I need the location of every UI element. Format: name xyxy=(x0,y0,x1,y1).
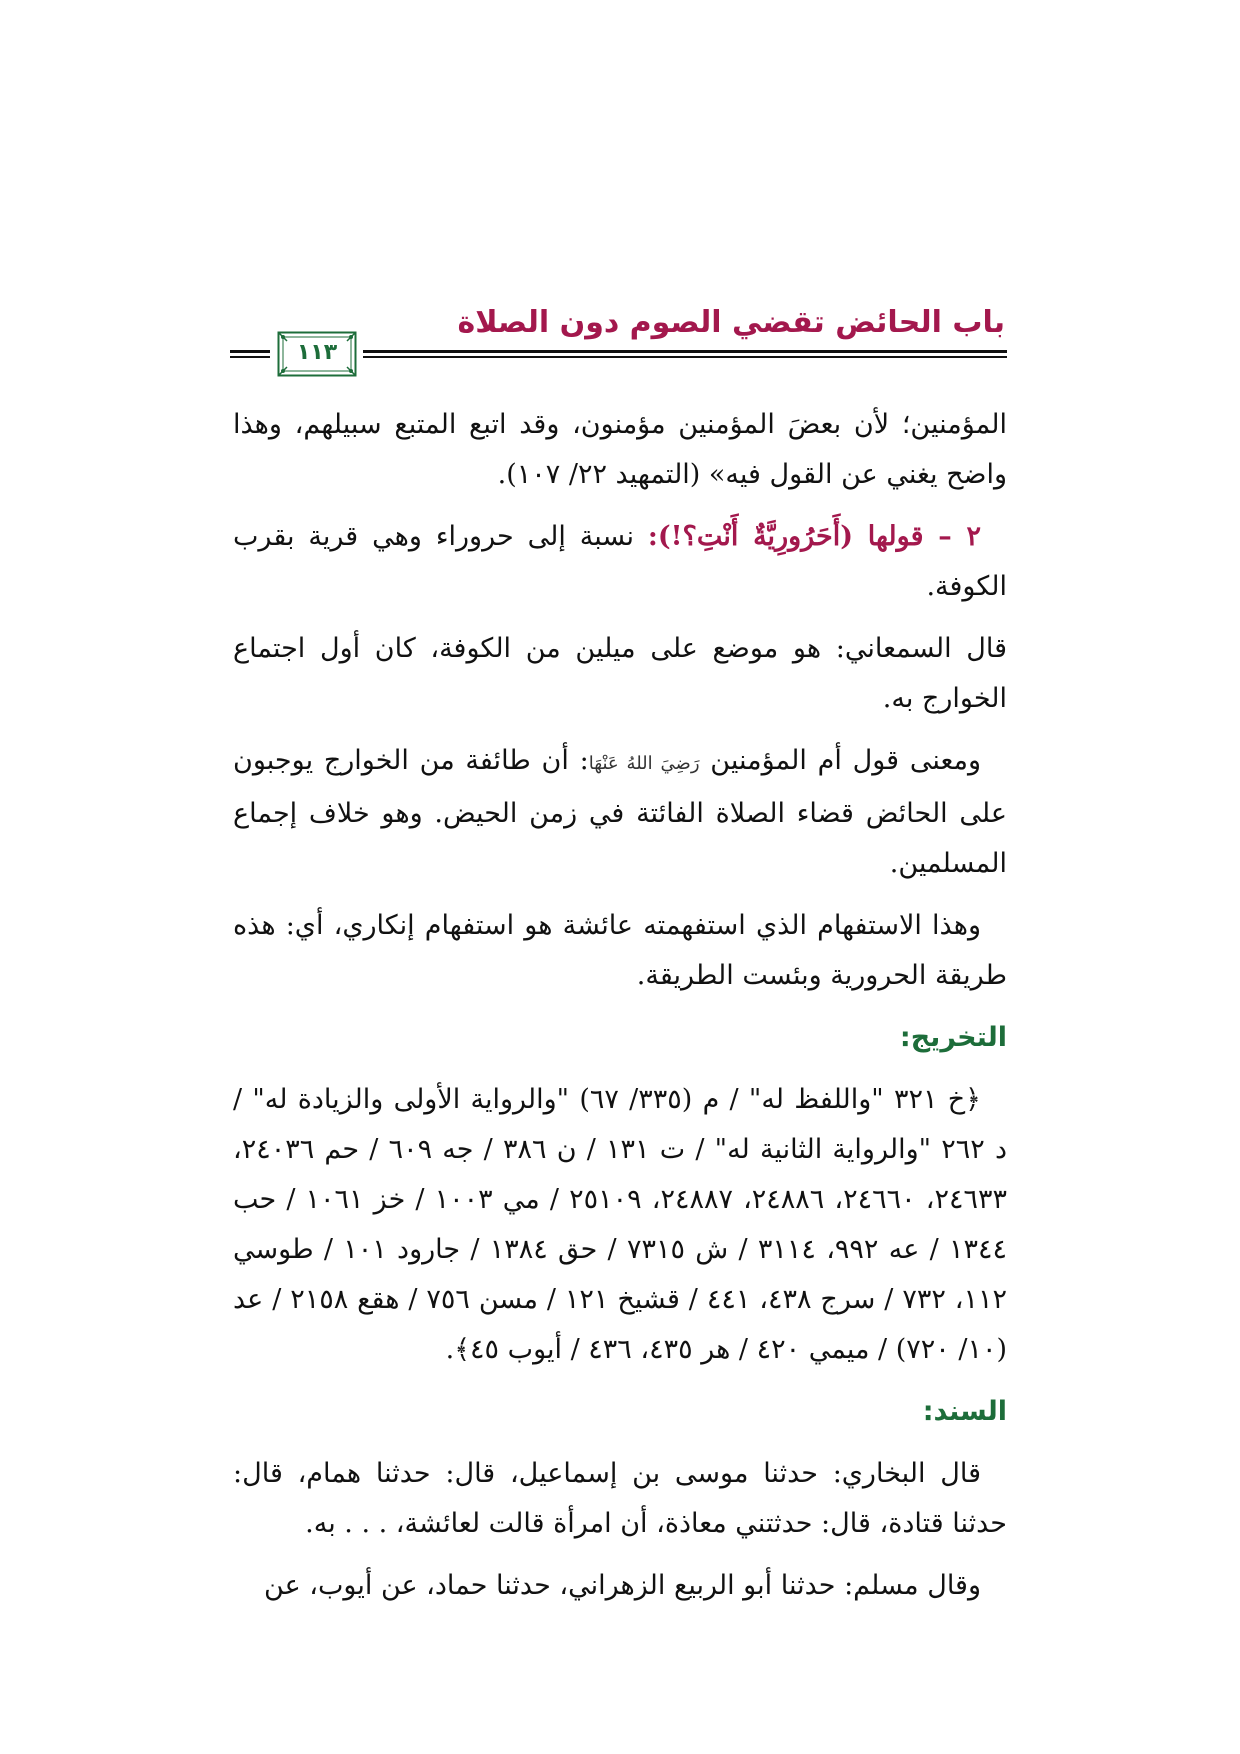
takhrij-heading: التخريج: xyxy=(899,1022,1007,1053)
explanation-text: نسبة إلى حروراء وهي قرية بقرب الكوفة. xyxy=(233,521,1007,602)
paragraph-5: وهذا الاستفهام الذي استفهمته عائشة هو استفهام إنكاري، أي: هذه طريقة الحرورية وبئست الطريقة. xyxy=(233,910,1007,991)
paragraph-1: المؤمنين؛ لأن بعضَ المؤمنين مؤمنون، وقد اتبع المتبع سبيلهم، وهذا واضح يغني عن القول فيه» (التمهيد ٢٢/ ١٠٧). xyxy=(233,409,1007,490)
page-number: ١١٣ xyxy=(296,340,338,365)
takhrij-text: ﴿خ ٣٢١ "واللفظ له" / م (٣٣٥/ ٦٧) "والرواية الأولى والزيادة له" / د ٢٦٢ "والرواية الثانية له" / ت ١٣١ / ن ٣٨٦ / جه ٦٠٩ / حم ٢٤٠٣٦، ٢٤٦٣٣، ٢٤٦٦٠، ٢٤٨٨٦، ٢٤٨٨٧، ٢٥١٠٩ / مي ١٠٠٣ / خز ١٠٦١ / حب ١٣٤٤ / عه ٩٩٢، ٣١١٤ / ش ٧٣١٥ / حق ١٣٨٤ / جارود ١٠١ / طوسي ١١٢، ٧٣٢ / سرج ٤٣٨، ٤٤١ / قشيخ ١٢١ / مسن ٧٥٦ / هقع ٢١٥٨ / عد (١٠/ ٧٢٠) / ميمي ٤٢٠ / هر ٤٣٥، ٤٣٦ / أيوب ٤٥﴾. xyxy=(233,1084,1008,1365)
page-number-badge xyxy=(277,331,357,377)
paragraph-3: قال السمعاني: هو موضع على ميلين من الكوفة، كان أول اجتماع الخوارج به. xyxy=(233,633,1007,714)
explanation-label: ٢ – قولها (أَحَرُورِيَّةٌ أَنْتِ؟!): xyxy=(647,521,981,552)
chapter-title: باب الحائض تقضي الصوم دون الصلاة xyxy=(457,305,1005,340)
header-rule-left xyxy=(230,350,270,359)
paragraph-2 xyxy=(233,512,1007,612)
honorific-mark: رَضِيَ اللهُ عَنْهَا xyxy=(588,753,700,774)
page-content xyxy=(233,400,1007,1623)
sanad-paragraph-2: وقال مسلم: حدثنا أبو الربيع الزهراني، حدثنا حماد، عن أيوب، عن xyxy=(264,1570,981,1601)
sanad-heading: السند: xyxy=(922,1396,1007,1427)
sanad-paragraph-1: قال البخاري: حدثنا موسى بن إسماعيل، قال: حدثنا همام، قال: حدثنا قتادة، قال: حدثتني معاذة، أن امرأة قالت لعائشة، . . . به. xyxy=(233,1458,1007,1539)
header-rule-right xyxy=(363,350,1007,359)
paragraph-4: ومعنى قول أم المؤمنين رَضِيَ اللهُ عَنْهَا: أن طائفة من الخوارج يوجبون على الحائض قضاء الصلاة الفائتة في زمن الحيض. وهو خلاف إجماع المسلمين. xyxy=(233,745,1007,879)
